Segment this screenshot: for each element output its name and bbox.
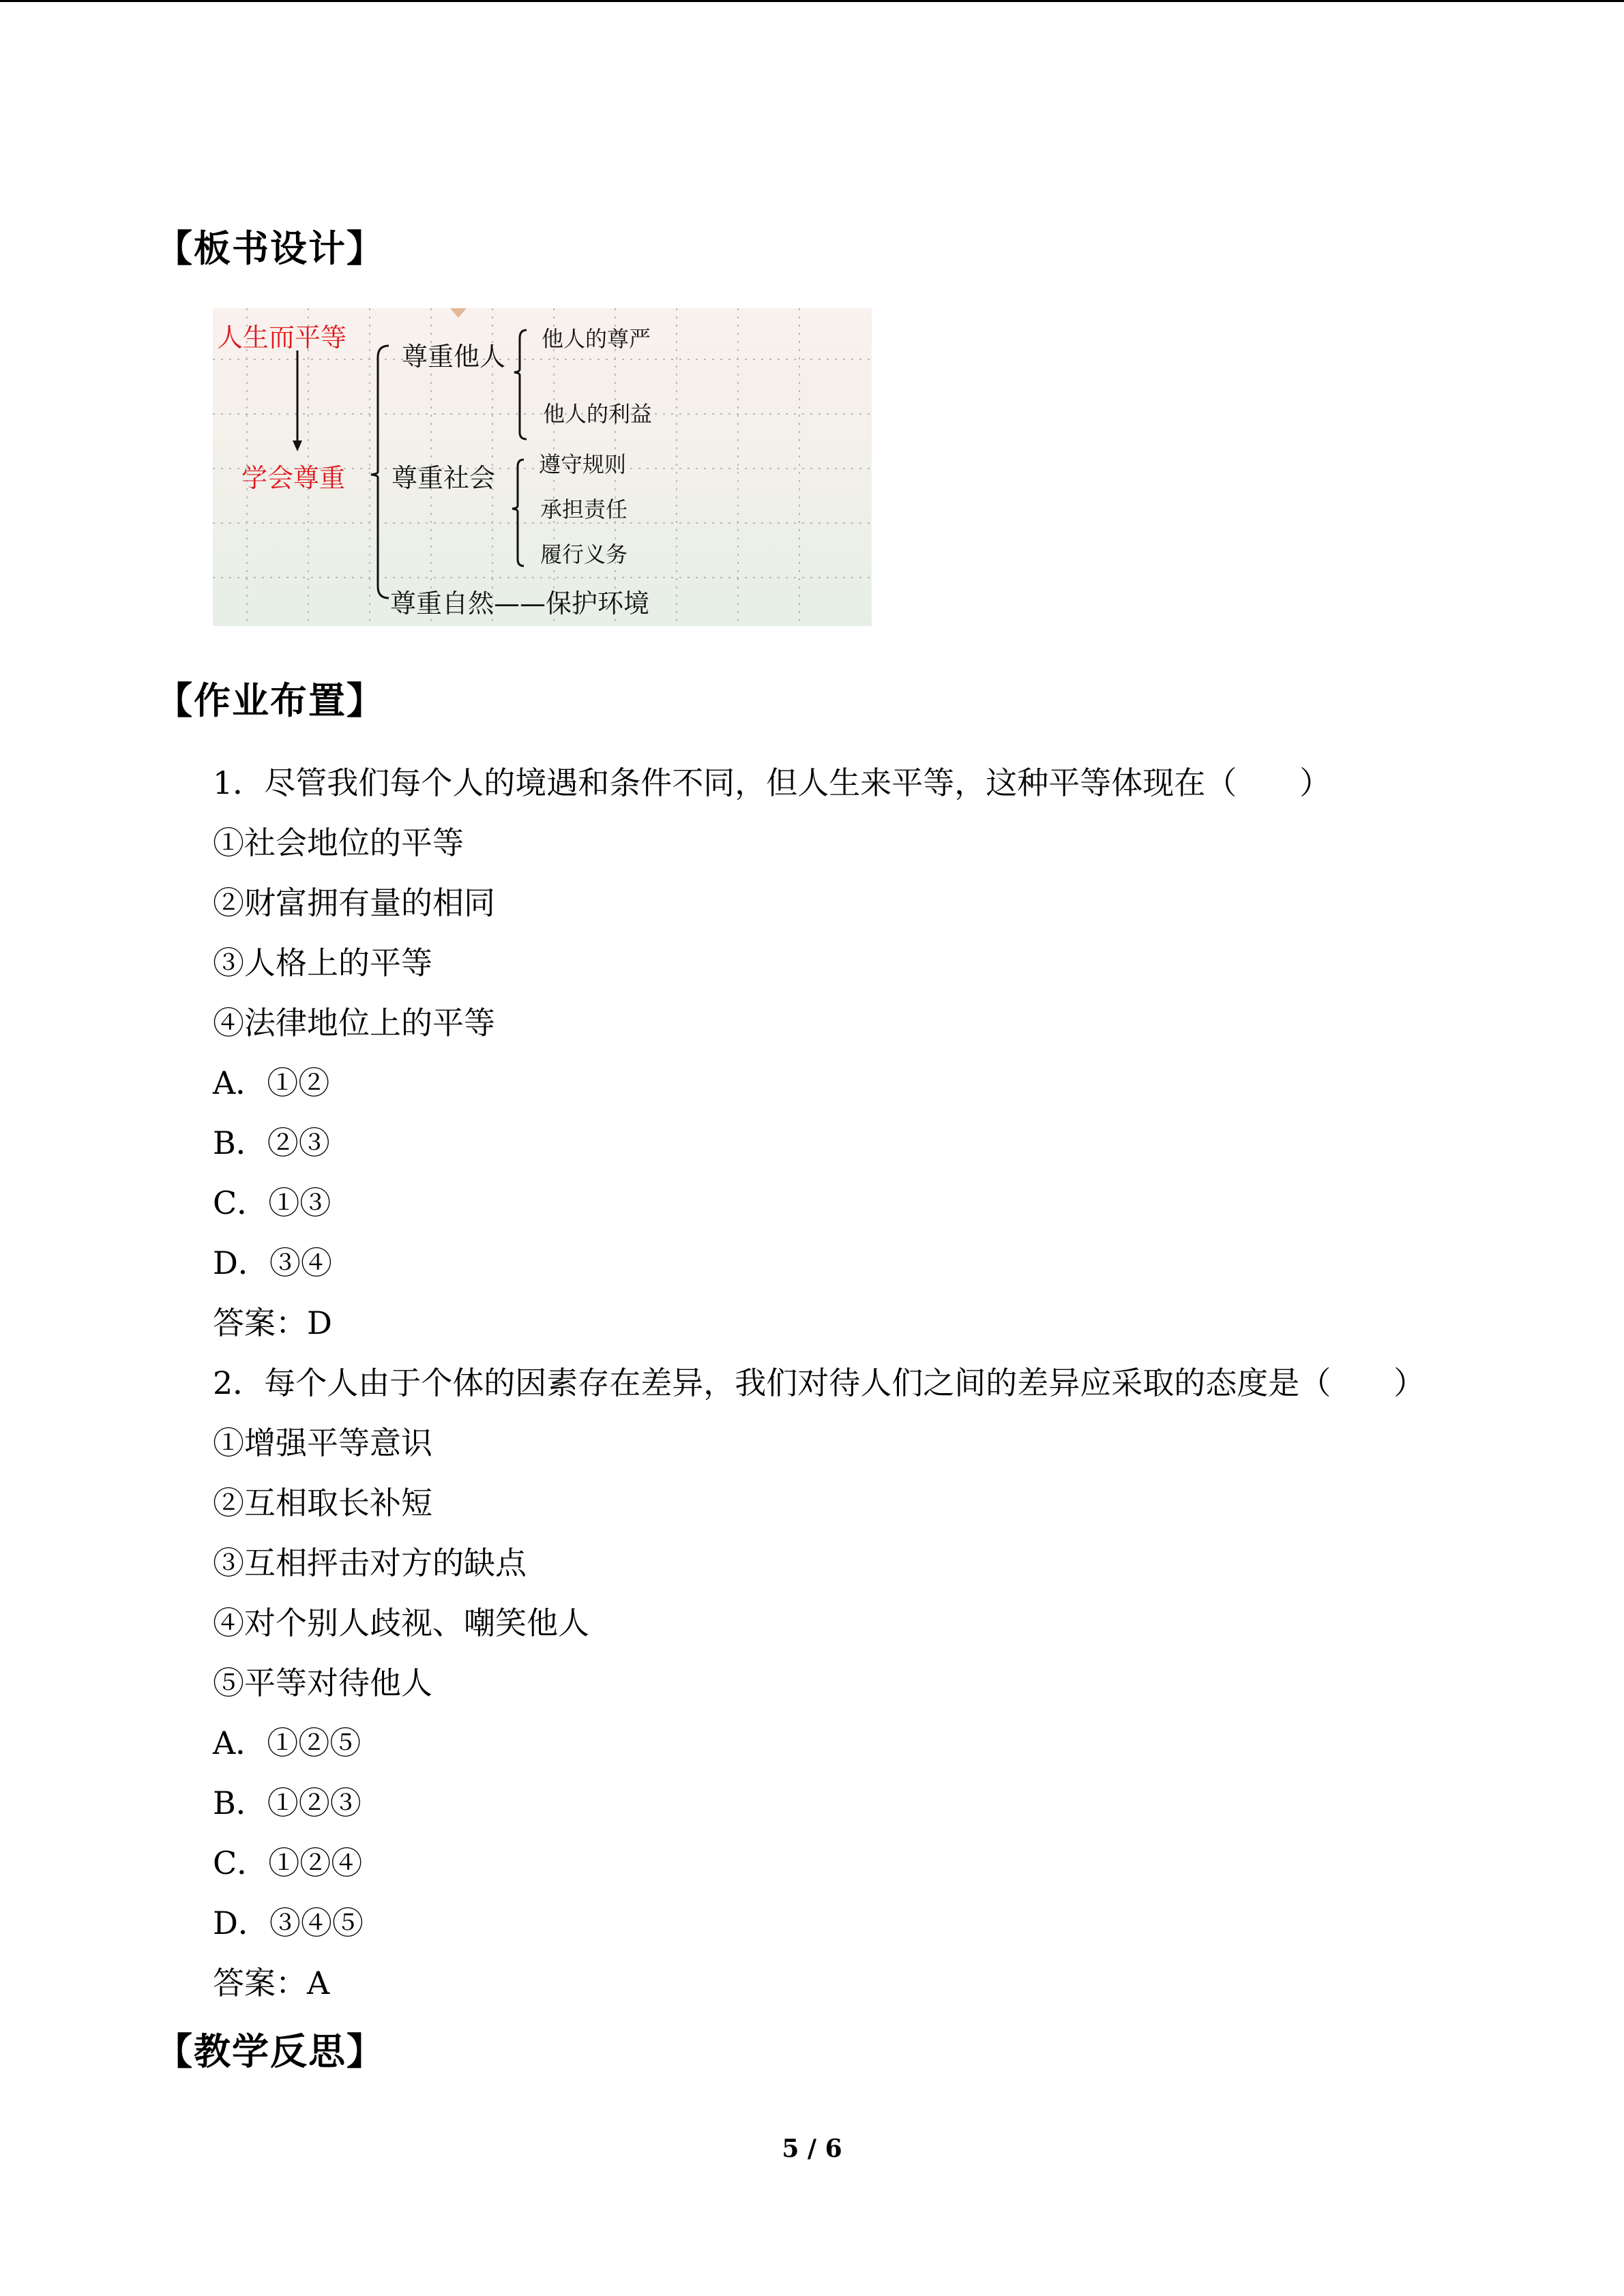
- section-heading-homework: 【作业布置】: [156, 679, 385, 722]
- page-top-border: [0, 0, 1624, 2]
- question-answer: 答案：A: [213, 1965, 330, 2001]
- question-statement: ④法律地位上的平等: [213, 1004, 495, 1041]
- arrow-down: [293, 351, 302, 451]
- question-statement: ①社会地位的平等: [213, 824, 464, 861]
- question-option: A．①②: [213, 1064, 330, 1101]
- brace-respect-others: [514, 330, 527, 439]
- question-option: B．①②③: [213, 1785, 361, 1821]
- branch2-item: 遵守规则: [539, 451, 627, 477]
- question-option: A．①②⑤: [213, 1725, 361, 1761]
- question-statement: ③人格上的平等: [213, 944, 432, 981]
- brace-respect-society: [512, 460, 524, 566]
- top-marker-shape: [450, 308, 467, 318]
- page-number: 5 / 6: [782, 2134, 842, 2163]
- question-statement: ③互相抨击对方的缺点: [213, 1545, 527, 1581]
- board-design-figure: [213, 308, 872, 626]
- branch2-label: 尊重社会: [392, 463, 496, 493]
- root-main-label: 学会尊重: [241, 463, 346, 493]
- main-brace: [371, 346, 389, 598]
- question-statement: ⑤平等对待他人: [213, 1665, 432, 1701]
- question-answer: 答案：D: [213, 1304, 332, 1341]
- question-statement: ①增强平等意识: [213, 1425, 432, 1461]
- branch1-item: 他人的利益: [543, 401, 653, 427]
- question-stem: 1．尽管我们每个人的境遇和条件不同，但人生来平等，这种平等体现在（ ）: [213, 764, 1331, 801]
- question-option: C．①②④: [213, 1845, 363, 1881]
- question-option: D．③④⑤: [213, 1905, 364, 1941]
- root-top-label: 人生而平等: [217, 323, 347, 353]
- question-option: D．③④: [213, 1244, 332, 1281]
- question-stem: 2．每个人由于个体的因素存在差异，我们对待人们之间的差异应采取的态度是（ ）: [213, 1365, 1426, 1401]
- question-option: C．①③: [213, 1184, 331, 1221]
- branch3-label: 尊重自然——保护环境: [390, 588, 650, 618]
- branch2-item: 承担责任: [540, 496, 628, 522]
- section-heading-board-design: 【板书设计】: [156, 227, 385, 270]
- question-statement: ②互相取长补短: [213, 1485, 432, 1521]
- section-heading-reflection: 【教学反思】: [156, 2030, 385, 2073]
- question-statement: ②财富拥有量的相同: [213, 884, 495, 921]
- branch1-label: 尊重他人: [402, 342, 506, 372]
- question-statement: ④对个别人歧视、嘲笑他人: [213, 1605, 589, 1641]
- question-option: B．②③: [213, 1124, 330, 1161]
- branch2-item: 履行义务: [540, 541, 628, 567]
- branch1-item: 他人的尊严: [542, 326, 651, 352]
